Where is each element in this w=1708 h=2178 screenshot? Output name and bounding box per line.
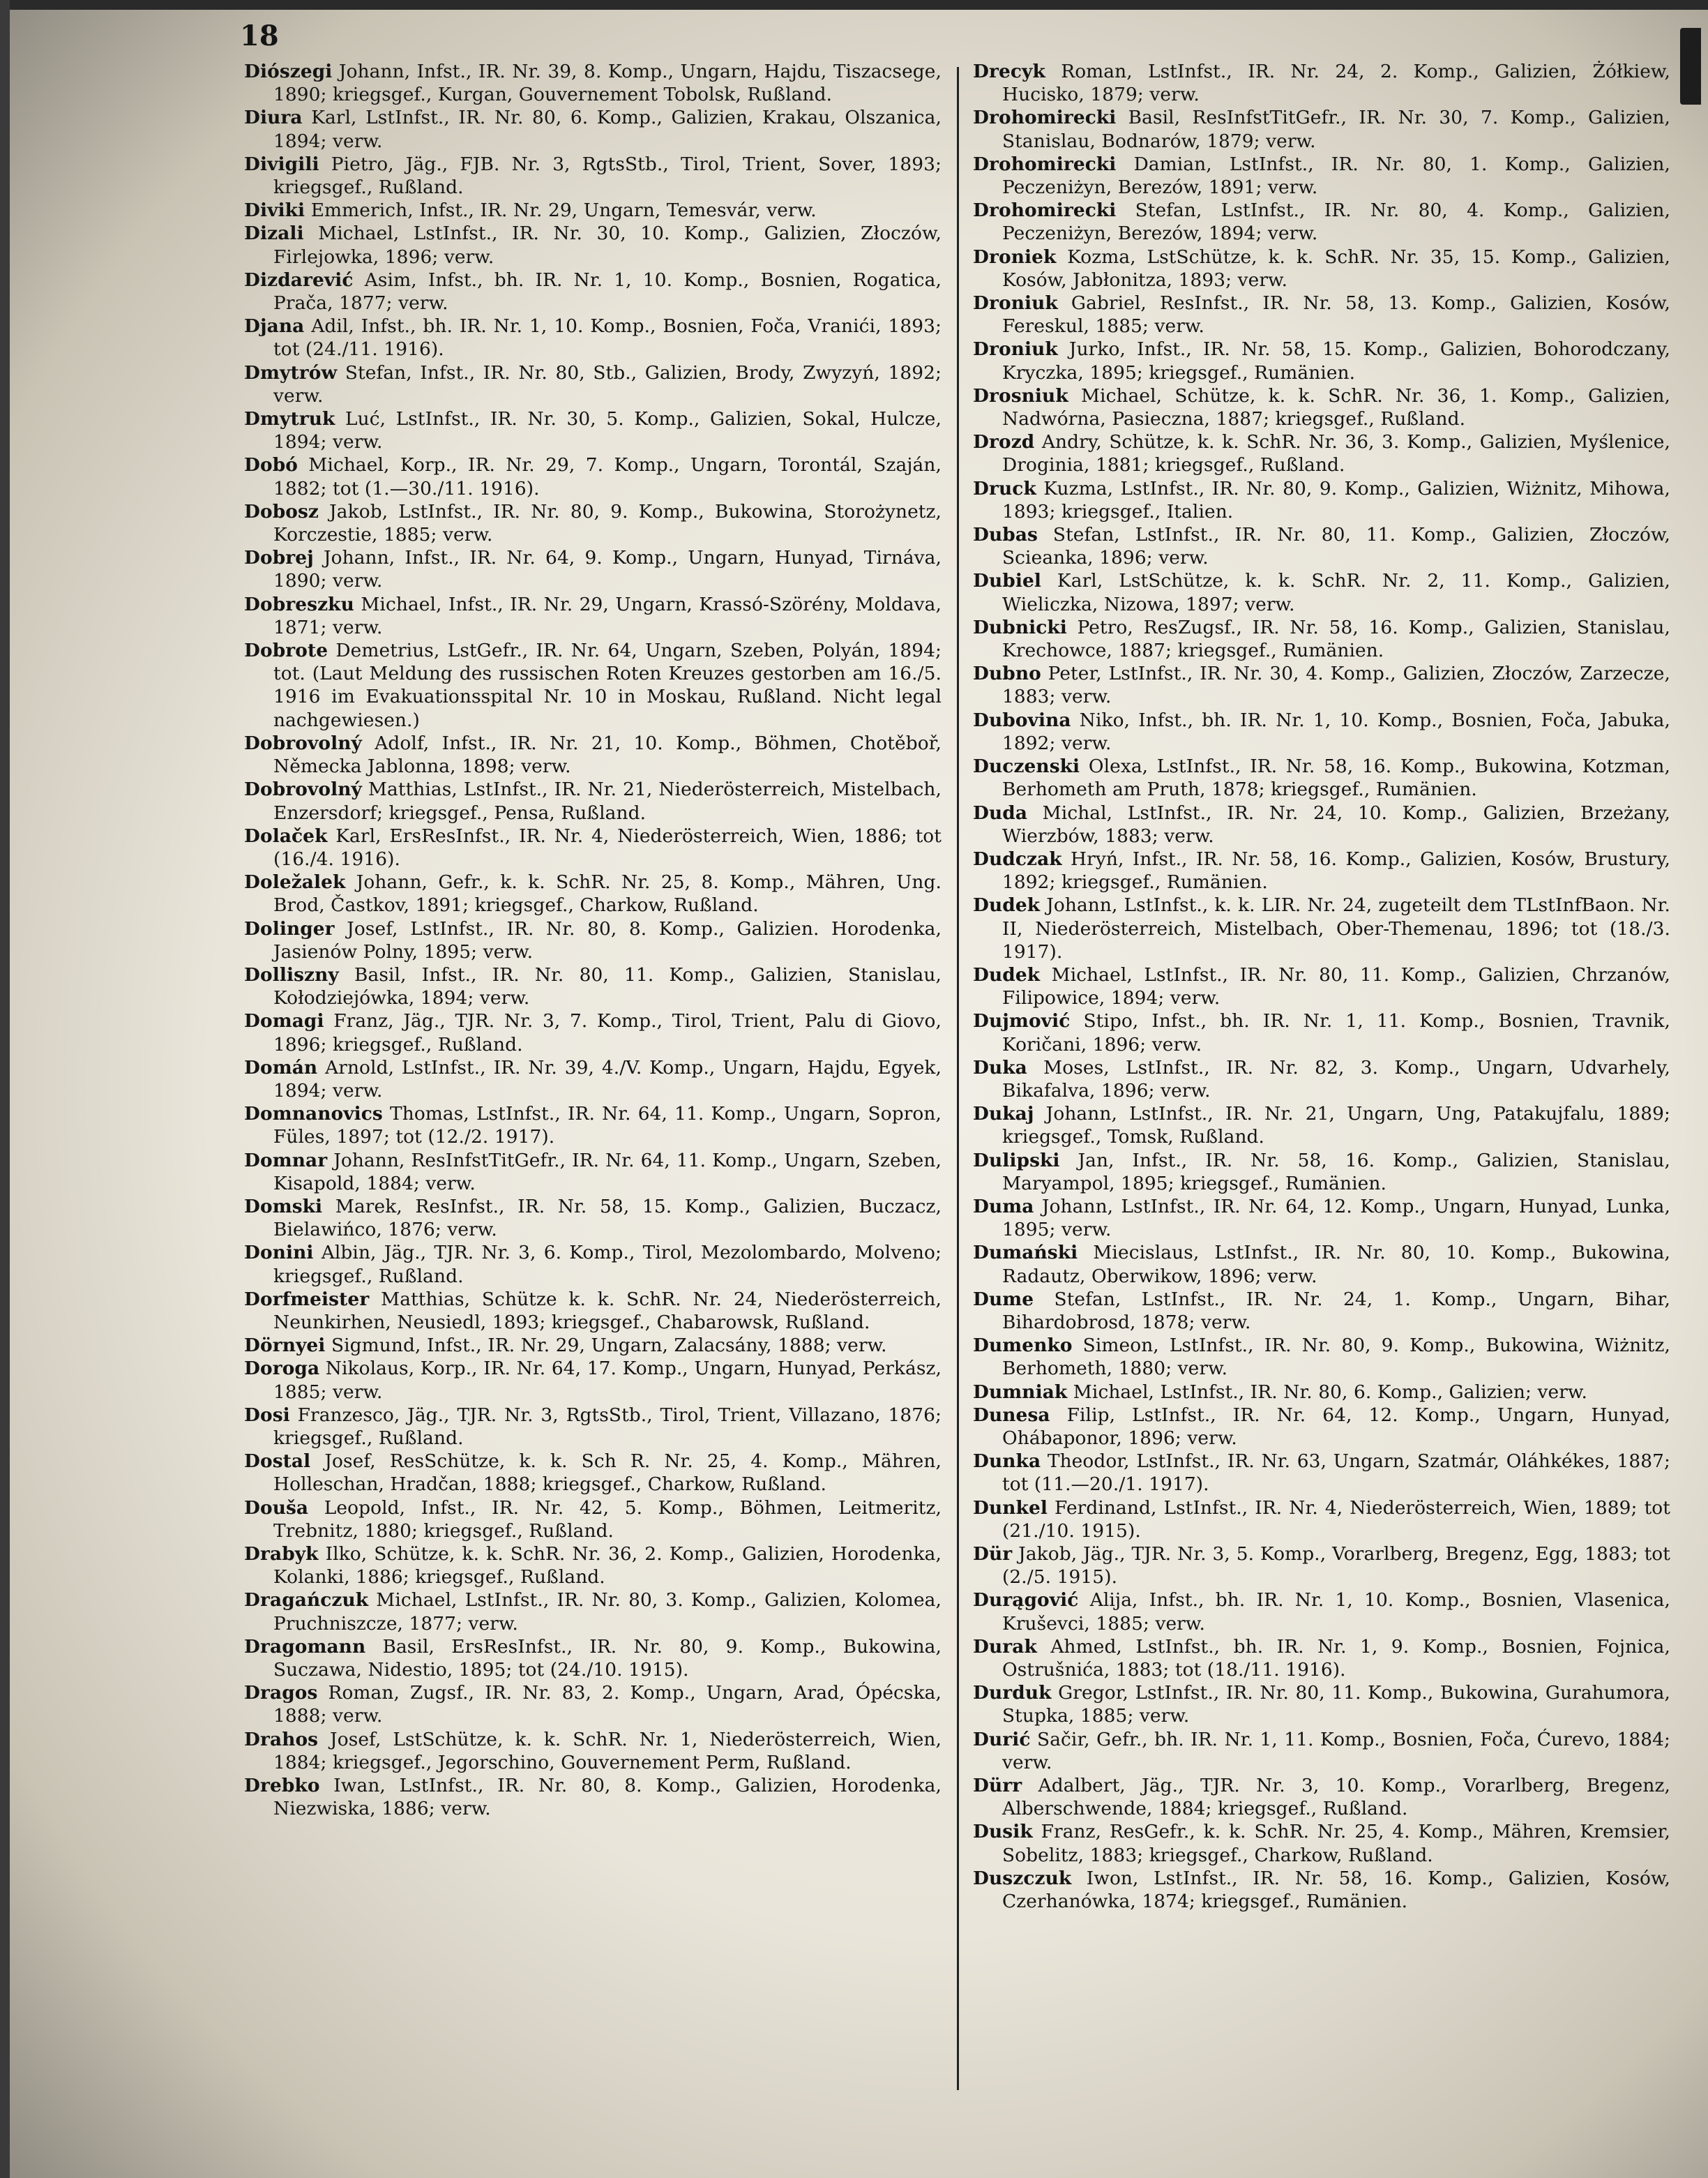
entry-details: Demetrius, LstGefr., IR. Nr. 64, Ungarn, Szeben, Polyán, 1894; tot. (Laut Meldung des russischen Roten Kreuzes gestorben am 16./5. 1916 im Evakuationsspital Nr. 10 in Moskau, Rußland. Nicht legal nachgewiesen.)	[273, 640, 942, 731]
entry-surname: Droniuk	[973, 292, 1058, 315]
entry-details: Karl, LstSchütze, k. k. SchR. Nr. 2, 11. Komp., Galizien, Wieliczka, Nizowa, 1897; verw.	[1002, 570, 1670, 615]
entry-details: Gregor, LstInfst., IR. Nr. 80, 11. Komp., Bukowina, Gurahumora, Stupka, 1885; verw.	[1002, 1682, 1670, 1727]
entry-details: Hryń, Infst., IR. Nr. 58, 16. Komp., Galizien, Kosów, Brustury, 1892; kriegsgef., Rumänien.	[1002, 848, 1670, 894]
list-item	[973, 616, 1670, 662]
entry-surname: Dosi	[244, 1404, 290, 1426]
list-item	[973, 292, 1670, 338]
entry-surname: Diviki	[244, 200, 305, 222]
entry-details: Franz, ResGefr., k. k. SchR. Nr. 25, 4. Komp., Mähren, Kremsier, Sobelitz, 1883; kriegsgef., Charkow, Rußland.	[1002, 1821, 1670, 1866]
entry-surname: Dolaček	[244, 825, 328, 847]
entry-details: Franz, Jäg., TJR. Nr. 3, 7. Komp., Tirol, Trient, Palu di Giovo, 1896; kriegsgef., Rußland.	[273, 1010, 942, 1056]
entry-details: Franzesco, Jäg., TJR. Nr. 3, RgtsStb., Tirol, Trient, Villazano, 1876; kriegsgef., Rußland.	[273, 1404, 942, 1449]
entry-surname: Dubiel	[973, 570, 1041, 592]
entry-surname: Dostal	[244, 1450, 311, 1473]
list-item	[244, 361, 942, 407]
list-item	[244, 1357, 942, 1403]
entry-surname: Dubovina	[973, 709, 1071, 731]
entry-details: Andry, Schütze, k. k. SchR. Nr. 36, 3. Komp., Galizien, Myślenice, Droginia, 1881; kriegsgef., Rußland.	[1002, 431, 1670, 476]
list-item	[244, 1102, 942, 1148]
entry-details: Olexa, LstInfst., IR. Nr. 58, 16. Komp., Bukowina, Kotzman, Berhometh am Pruth, 1878; kriegsgef., Rumänien.	[1002, 756, 1670, 801]
entry-surname: Dürr	[973, 1775, 1022, 1797]
entry-details: Iwon, LstInfst., IR. Nr. 58, 16. Komp., Galizien, Kosów, Czerhanówka, 1874; kriegsgef., Rumänien.	[1002, 1867, 1670, 1913]
entry-details: Ferdinand, LstInfst., IR. Nr. 4, Niederösterreich, Wien, 1889; tot (21./10. 1915).	[1002, 1496, 1670, 1542]
entry-surname: Dumenko	[973, 1335, 1073, 1357]
list-item	[973, 384, 1670, 430]
list-item	[973, 569, 1670, 615]
list-item	[244, 1496, 942, 1542]
list-item	[244, 825, 942, 871]
list-item	[973, 246, 1670, 292]
list-item	[244, 315, 942, 361]
entry-details: Thomas, LstInfst., IR. Nr. 64, 11. Komp., Ungarn, Sopron, Füles, 1897; tot (12./2. 1917).	[273, 1103, 942, 1148]
entry-surname: Doroga	[244, 1358, 320, 1380]
entry-details: Michael, LstInfst., IR. Nr. 80, 6. Komp., Galizien; verw.	[1073, 1381, 1587, 1403]
entry-details: Damian, LstInfst., IR. Nr. 80, 1. Komp., Galizien, Peczeniżyn, Berezów, 1891; verw.	[1002, 153, 1670, 199]
entry-details: Theodor, LstInfst., IR. Nr. 63, Ungarn, Szatmár, Oláhkékes, 1887; tot (11.—20./1. 1917).	[1002, 1450, 1670, 1496]
list-item	[244, 917, 942, 963]
list-item	[244, 1195, 942, 1241]
list-item	[244, 1334, 942, 1357]
entry-details: Ahmed, LstInfst., bh. IR. Nr. 1, 9. Komp., Bosnien, Fojnica, Ostrušnića, 1883; tot (18./11. 1916).	[1002, 1635, 1670, 1681]
list-item	[973, 1195, 1670, 1241]
list-item	[973, 1056, 1670, 1102]
list-item	[244, 1009, 942, 1056]
entry-surname: Duszczuk	[973, 1867, 1072, 1889]
list-item	[244, 1635, 942, 1681]
entry-surname: Drahos	[244, 1728, 319, 1750]
list-item	[244, 1774, 942, 1820]
list-item	[973, 1589, 1670, 1635]
entry-details: Adil, Infst., bh. IR. Nr. 1, 10. Komp., Bosnien, Foča, Vranići, 1893; tot (24./11. 1916).	[273, 315, 942, 361]
entry-details: Gabriel, ResInfst., IR. Nr. 58, 13. Komp., Galizien, Kosów, Fereskul, 1885; verw.	[1002, 292, 1670, 338]
list-item	[244, 778, 942, 824]
entry-details: Nikolaus, Korp., IR. Nr. 64, 17. Komp., Ungarn, Hunyad, Perkász, 1885; verw.	[273, 1358, 942, 1403]
entry-surname: Donini	[244, 1242, 314, 1264]
entry-details: Johann, Gefr., k. k. SchR. Nr. 25, 8. Komp., Mähren, Ung. Brod, Častkov, 1891; kriegsgef., Charkow, Rußland.	[273, 871, 942, 917]
entry-details: Kuzma, LstInfst., IR. Nr. 80, 9. Komp., Galizien, Wiżnitz, Mihowa, 1893; kriegsgef., Italien.	[1002, 477, 1670, 523]
entry-details: Arnold, LstInfst., IR. Nr. 39, 4./V. Komp., Ungarn, Hajdu, Egyek, 1894; verw.	[273, 1056, 942, 1102]
entry-details: Johann, Infst., IR. Nr. 39, 8. Komp., Ungarn, Hajdu, Tiszacsege, 1890; kriegsgef., Kurgan, Gouvernement Tobolsk, Rußland.	[273, 61, 942, 106]
entry-surname: Dobreszku	[244, 593, 354, 615]
entry-surname: Dür	[973, 1543, 1013, 1565]
entry-surname: Dobrovolný	[244, 732, 362, 754]
list-item	[973, 1288, 1670, 1334]
entry-surname: Dorfmeister	[244, 1288, 370, 1310]
entry-surname: Dunesa	[973, 1404, 1050, 1426]
entry-details: Petro, ResZugsf., IR. Nr. 58, 16. Komp., Galizien, Stanislau, Krechowce, 1887; kriegsgef., Rumänien.	[1002, 616, 1670, 662]
left-column	[244, 60, 942, 1820]
entry-details: Johann, LstInfst., IR. Nr. 64, 12. Komp., Ungarn, Hunyad, Lunka, 1895; verw.	[1002, 1195, 1670, 1241]
list-item	[973, 1102, 1670, 1148]
list-item	[244, 871, 942, 917]
entry-surname: Dubas	[973, 524, 1038, 546]
entry-details: Michael, Korp., IR. Nr. 29, 7. Komp., Ungarn, Torontál, Szaján, 1882; tot (1.—30./11. 1916).	[273, 454, 942, 500]
entry-surname: Drecyk	[973, 61, 1045, 82]
entry-details: Roman, LstInfst., IR. Nr. 24, 2. Komp., Galizien, Żółkiew, Hucisko, 1879; verw.	[1002, 61, 1670, 106]
list-item	[244, 269, 942, 315]
entry-details: Alija, Infst., bh. IR. Nr. 1, 10. Komp., Bosnien, Vlasenica, Kruševci, 1885; verw.	[1002, 1589, 1670, 1635]
list-item	[973, 1009, 1670, 1056]
entry-details: Josef, ResSchütze, k. k. Sch R. Nr. 25, 4. Komp., Mähren, Holleschan, Hradčan, 1888; kriegsgef., Charkow, Rußland.	[273, 1450, 942, 1496]
list-item	[973, 1635, 1670, 1681]
entry-details: Adalbert, Jäg., TJR. Nr. 3, 10. Komp., Vorarlberg, Bregenz, Alberschwende, 1884; kriegsgef., Rußland.	[1002, 1775, 1670, 1820]
entry-surname: Dume	[973, 1288, 1034, 1310]
entry-surname: Diura	[244, 107, 303, 129]
entry-surname: Dragańczuk	[244, 1589, 369, 1612]
list-item	[973, 1681, 1670, 1727]
list-item	[973, 430, 1670, 476]
list-item	[973, 1241, 1670, 1287]
entry-surname: Dunka	[973, 1450, 1041, 1473]
list-item	[244, 1149, 942, 1195]
list-item	[973, 338, 1670, 384]
list-item	[973, 755, 1670, 801]
list-item	[244, 1589, 942, 1635]
entry-details: Michael, LstInfst., IR. Nr. 30, 10. Komp., Galizien, Złoczów, Firlejowka, 1896; verw.	[273, 223, 942, 268]
entry-details: Albin, Jäg., TJR. Nr. 3, 6. Komp., Tirol, Mezolombardo, Molveno; kriegsgef., Rußland.	[273, 1242, 942, 1287]
entry-surname: Dizali	[244, 223, 304, 245]
entry-surname: Durągović	[973, 1589, 1079, 1612]
entry-details: Karl, ErsResInfst., IR. Nr. 4, Niederösterreich, Wien, 1886; tot (16./4. 1916).	[273, 825, 942, 870]
list-item	[244, 1288, 942, 1334]
entry-details: Josef, LstInfst., IR. Nr. 80, 8. Komp., Galizien. Horodenka, Jasienów Polny, 1895; verw.	[273, 917, 942, 963]
entry-surname: Drabyk	[244, 1543, 319, 1565]
list-item	[973, 662, 1670, 708]
entry-surname: Dudek	[973, 963, 1041, 986]
page-number: 18	[240, 20, 279, 52]
column-divider	[957, 67, 959, 2090]
entry-surname: Dunkel	[973, 1496, 1048, 1519]
list-item	[973, 477, 1670, 523]
entry-surname: Duczenski	[973, 756, 1080, 778]
entry-details: Asim, Infst., bh. IR. Nr. 1, 10. Komp., Bosnien, Rogatica, Prača, 1877; verw.	[273, 269, 942, 315]
entry-details: Johann, LstInfst., IR. Nr. 21, Ungarn, Ung, Patakujfalu, 1889; kriegsgef., Tomsk, Rußland.	[1002, 1103, 1670, 1148]
entry-surname: Dudczak	[973, 848, 1062, 870]
list-item	[973, 60, 1670, 106]
entry-details: Miecislaus, LstInfst., IR. Nr. 80, 10. Komp., Bukowina, Radautz, Oberwikow, 1896; verw.	[1002, 1242, 1670, 1287]
entry-surname: Duma	[973, 1195, 1034, 1217]
entry-surname: Dobosz	[244, 500, 319, 523]
list-item	[973, 1496, 1670, 1542]
entry-surname: Droniek	[973, 246, 1057, 268]
entry-surname: Domski	[244, 1195, 323, 1217]
list-item	[973, 1334, 1670, 1380]
entry-surname: Dudek	[973, 894, 1041, 917]
entry-details: Jakob, Jäg., TJR. Nr. 3, 5. Komp., Vorarlberg, Bregenz, Egg, 1883; tot (2./5. 1915).	[1002, 1543, 1670, 1589]
entry-details: Michael, Schütze, k. k. SchR. Nr. 36, 1. Komp., Galizien, Nadwórna, Pasieczna, 1887; kriegsgef., Rußland.	[1002, 384, 1670, 430]
list-item	[973, 894, 1670, 963]
entry-details: Sigmund, Infst., IR. Nr. 29, Ungarn, Zalacsány, 1888; verw.	[331, 1335, 887, 1357]
list-item	[244, 732, 942, 778]
right-column	[973, 60, 1670, 1913]
entry-details: Filip, LstInfst., IR. Nr. 64, 12. Komp., Ungarn, Hunyad, Ohábaponor, 1896; verw.	[1002, 1404, 1670, 1449]
list-item	[973, 848, 1670, 894]
entry-details: Sačir, Gefr., bh. IR. Nr. 1, 11. Komp., Bosnien, Foča, Ćurevo, 1884; verw.	[1002, 1728, 1670, 1773]
entry-details: Michal, LstInfst., IR. Nr. 24, 10. Komp., Galizien, Brzeżany, Wierzbów, 1883; verw.	[1002, 802, 1670, 847]
list-item	[244, 500, 942, 546]
list-item	[973, 523, 1670, 569]
entry-surname: Drohomirecki	[973, 107, 1117, 129]
entry-details: Matthias, LstInfst., IR. Nr. 21, Niederösterreich, Mistelbach, Enzersdorf; kriegsgef., Pensa, Rußland.	[273, 779, 942, 824]
entry-details: Adolf, Infst., IR. Nr. 21, 10. Komp., Böhmen, Chotěboř, Německa Jablonna, 1898; verw.	[273, 732, 942, 778]
entry-details: Basil, Infst., IR. Nr. 80, 11. Komp., Galizien, Stanislau, Kołodziejówka, 1894; verw.	[273, 963, 942, 1009]
entry-details: Stefan, LstInfst., IR. Nr. 80, 4. Komp., Galizien, Peczeniżyn, Berezów, 1894; verw.	[1002, 200, 1670, 245]
entry-details: Michael, Infst., IR. Nr. 29, Ungarn, Krassó-Szörény, Moldava, 1871; verw.	[273, 593, 942, 638]
entry-surname: Dobó	[244, 454, 298, 476]
entry-details: Jurko, Infst., IR. Nr. 58, 15. Komp., Galizien, Bohorodczany, Kryczka, 1895; kriegsgef., Rumänien.	[1002, 338, 1670, 384]
entry-details: Ilko, Schütze, k. k. SchR. Nr. 36, 2. Komp., Galizien, Horodenka, Kolanki, 1886; kriegsgef., Rußland.	[273, 1543, 942, 1589]
entry-surname: Drohomirecki	[973, 153, 1117, 175]
list-item	[973, 1542, 1670, 1589]
entry-details: Michael, LstInfst., IR. Nr. 80, 11. Komp., Galizien, Chrzanów, Filipowice, 1894; verw.	[1002, 963, 1670, 1009]
entry-details: Stipo, Infst., bh. IR. Nr. 1, 11. Komp., Bosnien, Travnik, Koričani, 1896; verw.	[1002, 1010, 1670, 1056]
scan-edge-top	[0, 0, 1708, 10]
entry-surname: Diószegi	[244, 61, 333, 82]
list-item	[973, 963, 1670, 1009]
list-item	[973, 1774, 1670, 1820]
list-item	[244, 199, 942, 222]
entry-surname: Dmytrów	[244, 361, 338, 384]
list-item	[973, 1728, 1670, 1774]
entry-details: Peter, LstInfst., IR. Nr. 30, 4. Komp., Galizien, Złoczów, Zarzecze, 1883; verw.	[1002, 663, 1670, 708]
entry-surname: Dobrote	[244, 640, 328, 662]
entry-surname: Dobrej	[244, 547, 314, 569]
binding-mark	[1680, 28, 1701, 105]
list-item	[973, 1404, 1670, 1450]
entry-surname: Durić	[973, 1728, 1031, 1750]
entry-surname: Dörnyei	[244, 1335, 326, 1357]
entry-surname: Drohomirecki	[973, 200, 1117, 222]
entry-surname: Dolliszny	[244, 963, 339, 986]
entry-details: Karl, LstInfst., IR. Nr. 80, 6. Komp., Galizien, Krakau, Olszanica, 1894; verw.	[273, 107, 942, 152]
entry-surname: Duda	[973, 802, 1028, 824]
entry-surname: Dizdarević	[244, 269, 354, 291]
entry-surname: Dragomann	[244, 1635, 366, 1658]
list-item	[244, 1056, 942, 1102]
list-item	[244, 407, 942, 453]
entry-details: Roman, Zugsf., IR. Nr. 83, 2. Komp., Ungarn, Arad, Ópécska, 1888; verw.	[273, 1682, 942, 1727]
list-item	[244, 1450, 942, 1496]
list-item	[244, 453, 942, 500]
entry-surname: Domnanovics	[244, 1103, 383, 1125]
entry-surname: Dragos	[244, 1682, 318, 1704]
entry-details: Johann, Infst., IR. Nr. 64, 9. Komp., Ungarn, Hunyad, Tirnáva, 1890; verw.	[273, 547, 942, 592]
entry-surname: Dubno	[973, 663, 1041, 685]
entry-details: Johann, LstInfst., k. k. LIR. Nr. 24, zugeteilt dem TLstInfBaon. Nr. II, Niederösterreich, Mistelbach, Ober-Themenau, 1896; tot (18./3. 1917).	[1002, 894, 1670, 963]
list-item	[244, 639, 942, 732]
list-item	[973, 709, 1670, 755]
list-item	[973, 1867, 1670, 1913]
list-item	[244, 546, 942, 592]
list-item	[973, 106, 1670, 152]
entry-details: Luć, LstInfst., IR. Nr. 30, 5. Komp., Galizien, Sokal, Hulcze, 1894; verw.	[273, 408, 942, 453]
entry-surname: Dulipski	[973, 1149, 1060, 1171]
entry-details: Simeon, LstInfst., IR. Nr. 80, 9. Komp., Bukowina, Wiżnitz, Berhometh, 1880; verw.	[1002, 1335, 1670, 1380]
entry-surname: Duka	[973, 1056, 1027, 1079]
entry-surname: Domnar	[244, 1149, 328, 1171]
list-item	[244, 222, 942, 268]
list-item	[244, 106, 942, 152]
scan-edge-left	[0, 0, 10, 2178]
entry-surname: Drebko	[244, 1775, 320, 1797]
entry-surname: Durak	[973, 1635, 1037, 1658]
list-item	[973, 802, 1670, 848]
entry-details: Leopold, Infst., IR. Nr. 42, 5. Komp., Böhmen, Leitmeritz, Trebnitz, 1880; kriegsgef., Rußland.	[273, 1496, 942, 1542]
entry-surname: Doležalek	[244, 871, 346, 894]
entry-surname: Divigili	[244, 153, 319, 175]
list-item	[973, 1149, 1670, 1195]
entry-details: Stefan, LstInfst., IR. Nr. 24, 1. Komp., Ungarn, Bihar, Bihardobrosd, 1878; verw.	[1002, 1288, 1670, 1333]
entry-details: Matthias, Schütze k. k. SchR. Nr. 24, Niederösterreich, Neunkirhen, Neusiedl, 1893; kriegsgef., Chabarowsk, Rußland.	[273, 1288, 942, 1333]
entry-surname: Domagi	[244, 1010, 324, 1032]
entry-surname: Druck	[973, 477, 1036, 500]
entry-surname: Dumański	[973, 1242, 1078, 1264]
list-item	[244, 1404, 942, 1450]
list-item	[973, 1381, 1670, 1404]
list-item	[244, 153, 942, 199]
entry-surname: Djana	[244, 315, 305, 338]
entry-surname: Dmytruk	[244, 408, 335, 430]
entry-surname: Dumniak	[973, 1381, 1068, 1403]
entry-details: Moses, LstInfst., IR. Nr. 82, 3. Komp., Ungarn, Udvarhely, Bikafalva, 1896; verw.	[1002, 1056, 1670, 1102]
list-item	[244, 60, 942, 106]
entry-details: Emmerich, Infst., IR. Nr. 29, Ungarn, Temesvár, verw.	[310, 200, 817, 222]
entry-details: Michael, LstInfst., IR. Nr. 80, 3. Komp., Galizien, Kolomea, Pruchniszcze, 1877; verw.	[273, 1589, 942, 1635]
entry-details: Jan, Infst., IR. Nr. 58, 16. Komp., Galizien, Stanislau, Maryampol, 1895; kriegsgef., Rumänien.	[1002, 1149, 1670, 1194]
list-item	[244, 593, 942, 639]
list-item	[973, 153, 1670, 199]
list-item	[244, 1681, 942, 1727]
entry-surname: Drosniuk	[973, 384, 1068, 407]
entry-details: Niko, Infst., bh. IR. Nr. 1, 10. Komp., Bosnien, Foča, Jabuka, 1892; verw.	[1002, 709, 1670, 754]
entry-details: Jakob, LstInfst., IR. Nr. 80, 9. Komp., Bukowina, Storożynetz, Korczestie, 1885; verw.	[273, 500, 942, 546]
entry-details: Stefan, LstInfst., IR. Nr. 80, 11. Komp., Galizien, Złoczów, Scieanka, 1896; verw.	[1002, 524, 1670, 569]
entry-details: Pietro, Jäg., FJB. Nr. 3, RgtsStb., Tirol, Trient, Sover, 1893; kriegsgef., Rußland.	[273, 153, 942, 199]
entry-details: Josef, LstSchütze, k. k. SchR. Nr. 1, Niederösterreich, Wien, 1884; kriegsgef., Jegorschino, Gouvernement Perm, Rußland.	[273, 1728, 942, 1773]
entry-surname: Dubnicki	[973, 616, 1067, 638]
entry-surname: Douša	[244, 1496, 309, 1519]
entry-surname: Dujmović	[973, 1010, 1071, 1032]
entry-details: Marek, ResInfst., IR. Nr. 58, 15. Komp., Galizien, Buczacz, Bielawińco, 1876; verw.	[273, 1195, 942, 1241]
entry-surname: Dusik	[973, 1821, 1033, 1843]
entry-details: Kozma, LstSchütze, k. k. SchR. Nr. 35, 15. Komp., Galizien, Kosów, Jabłonitza, 1893; verw.	[1002, 246, 1670, 291]
entry-surname: Dobrovolný	[244, 779, 362, 801]
list-item	[244, 1241, 942, 1287]
entry-details: Stefan, Infst., IR. Nr. 80, Stb., Galizien, Brody, Zwyzyń, 1892; verw.	[273, 361, 942, 407]
entry-details: Johann, ResInfstTitGefr., IR. Nr. 64, 11. Komp., Ungarn, Szeben, Kisapold, 1884; verw.	[273, 1149, 942, 1194]
entry-surname: Droniuk	[973, 338, 1058, 361]
entry-surname: Dukaj	[973, 1103, 1034, 1125]
list-item	[244, 963, 942, 1009]
entry-surname: Dolinger	[244, 917, 335, 940]
entry-details: Basil, ResInfstTitGefr., IR. Nr. 30, 7. Komp., Galizien, Stanislau, Bodnarów, 1879; verw.	[1002, 107, 1670, 152]
entry-details: Basil, ErsResInfst., IR. Nr. 80, 9. Komp., Bukowina, Suczawa, Nidestio, 1895; tot (24./10. 1915).	[273, 1635, 942, 1681]
entry-surname: Drozd	[973, 431, 1035, 453]
entry-details: Iwan, LstInfst., IR. Nr. 80, 8. Komp., Galizien, Horodenka, Niezwiska, 1886; verw.	[273, 1775, 942, 1820]
list-item	[973, 1820, 1670, 1866]
list-item	[244, 1728, 942, 1774]
list-item	[244, 1542, 942, 1589]
list-item	[973, 199, 1670, 245]
list-item	[973, 1450, 1670, 1496]
entry-surname: Durduk	[973, 1682, 1052, 1704]
entry-surname: Domán	[244, 1056, 318, 1079]
